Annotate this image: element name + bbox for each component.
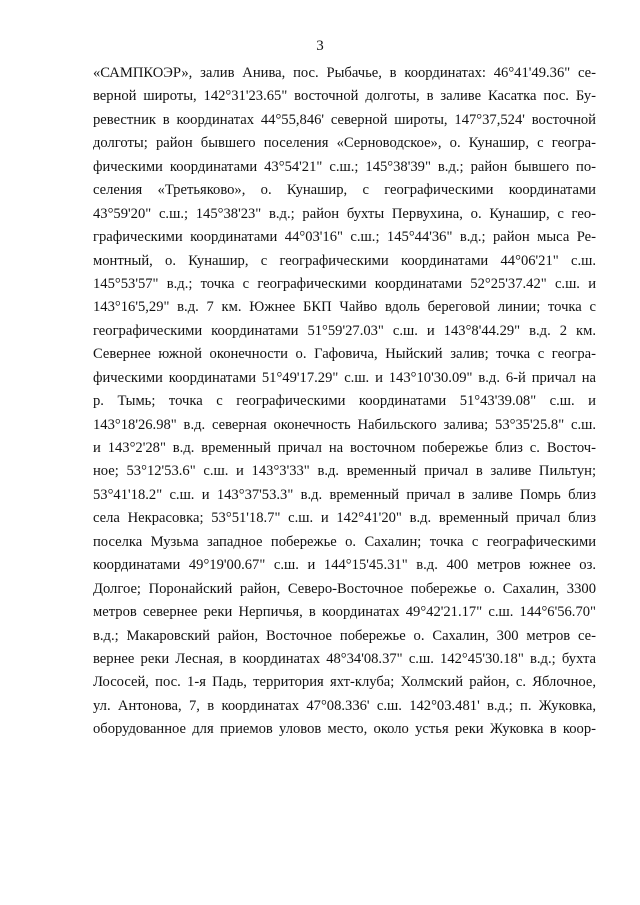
text-line: географическими координатами 51°59'27.03" с.ш. и 143°8'44.29" в.д. 2 км. [93, 322, 596, 339]
text-line: графическими координатами 44°03'16" с.ш.; 145°44'36" в.д.; район мыса Ре- [93, 229, 596, 246]
text-line: фическими координатами 43°54'21" с.ш.; 145°38'39" в.д.; район бывшего по- [93, 158, 596, 175]
text-line: Долгое; Поронайский район, Северо-Восточное побережье о. Сахалин, 3300 [93, 580, 596, 597]
text-line: в.д.; Макаровский район, Восточное побережье о. Сахалин, 300 метров се- [93, 627, 596, 644]
text-line: монтный, о. Кунашир, с географическими координатами 44°06'21" с.ш. [93, 252, 596, 269]
text-line: 143°16'5,29" в.д. 7 км. Южнее БКП Чайво вдоль береговой линии; точка с [93, 299, 596, 316]
text-line: координатами 49°19'00.67" с.ш. и 144°15'45.31" в.д. 400 метров южнее оз. [93, 557, 596, 574]
text-line: 143°18'26.98" в.д. северная оконечность Набильского залива; 53°35'25.8" с.ш. [93, 416, 596, 433]
text-line: ул. Антонова, 7, в координатах 47°08.336' с.ш. 142°03.481' в.д.; п. Жуковка, [93, 697, 596, 714]
text-line: метров севернее реки Нерпичья, в координатах 49°42'21.17" с.ш. 144°6'56.70" [93, 604, 596, 621]
text-line: вернее реки Лесная, в координатах 48°34'08.37" с.ш. 142°45'30.18" в.д.; бухта [93, 650, 596, 667]
text-line: фическими координатами 51°49'17.29" с.ш. и 143°10'30.09" в.д. 6-й причал на [93, 369, 596, 386]
text-line: верной широты, 142°31'23.65" восточной долготы, в заливе Касатка пос. Бу- [93, 88, 596, 105]
body-text [93, 62, 596, 742]
text-line: р. Тымь; точка с географическими координатами 51°43'39.08" с.ш. и [93, 393, 596, 410]
text-line: Севернее южной оконечности о. Гафовича, Ныйский залив; точка с геогра- [93, 346, 596, 363]
text-line: Лососей, пос. 1-я Падь, территория яхт-клуба; Холмский район, с. Яблочное, [93, 674, 596, 691]
text-line: села Некрасовка; 53°51'18.7" с.ш. и 142°41'20" в.д. временный причал близ [93, 510, 596, 527]
text-line: «САМПКОЭР», залив Анива, пос. Рыбачье, в координатах: 46°41'49.36" се- [93, 65, 596, 81]
text-line: 53°41'18.2" с.ш. и 143°37'53.3" в.д. временный причал в заливе Помрь близ [93, 486, 596, 503]
text-line: ревестник в координатах 44°55,846' северной широты, 147°37,524' восточной [93, 111, 596, 128]
text-line: 43°59'20" с.ш.; 145°38'23" в.д.; район бухты Первухина, о. Кунашир, с гео- [93, 205, 596, 222]
text-line: селения «Третьяково», о. Кунашир, с географическими координатами [93, 182, 596, 199]
text-line: поселка Музьма западное побережье о. Сахалин; точка с географическими [93, 533, 596, 550]
text-line: долготы; район бывшего поселения «Серноводское», о. Кунашир, с геогра- [93, 135, 596, 152]
text-line: и 143°2'28" в.д. временный причал на восточном побережье близ с. Восточ- [93, 440, 596, 456]
page-number: 3 [316, 38, 324, 54]
text-line: 145°53'57" в.д.; точка с географическими координатами 52°25'37.42" с.ш. и [93, 275, 596, 292]
text-line: оборудованное для приемов уловов место, около устья реки Жуковка в коор- [93, 721, 596, 738]
text-line: ное; 53°12'53.6" с.ш. и 143°3'33" в.д. временный причал в заливе Пильтун; [93, 463, 596, 480]
